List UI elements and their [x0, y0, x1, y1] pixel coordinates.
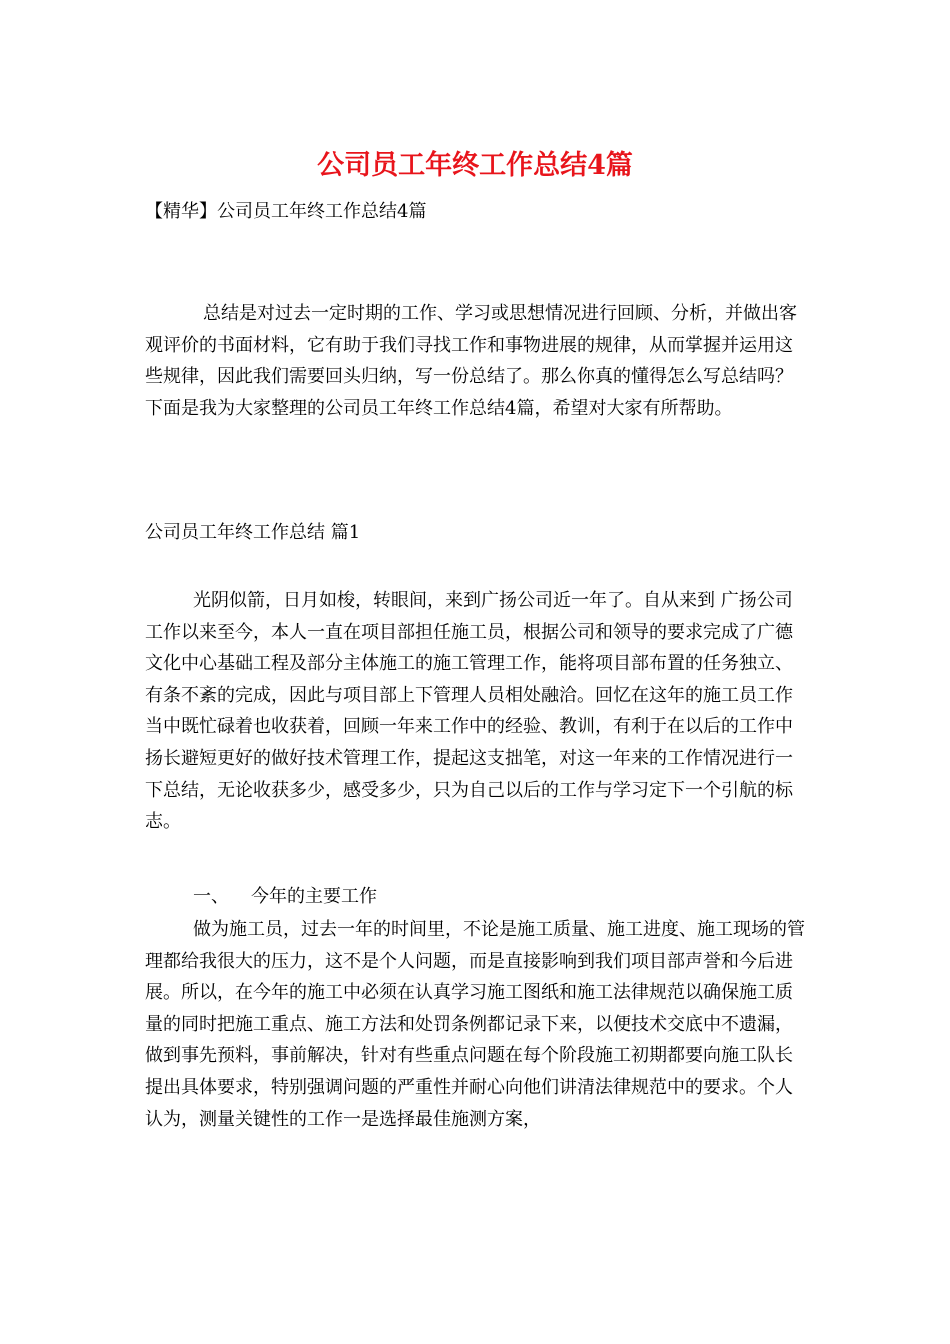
item-heading: [193, 882, 377, 912]
document-subtitle: 【精华】公司员工年终工作总结4篇: [145, 201, 427, 222]
body-paragraph-1: 光阴似箭，日月如梭，转眼间，来到广扬公司近一年了。自从来到 广扬公司工作以来至今，本人一直在项目部担任施工员，根据公司和领导的要求完成了广德文化中心基础工程及部分主体施工的施工管理工作，能将项目部布置的任务独立、有条不紊的完成，因此与项目部上下管理人员相处融洽。回忆在这年的施工员工作当中既忙碌着也收获着，回顾一年来工作中的经验、教训，有利于在以后的工作中扬长避短更好的做好技术管理工作，提起这支拙笔，对这一年来的工作情况进行一下总结，无论收获多少，感受多少，只为自己以后的工作与学习定下一个引航的标志。: [145, 590, 793, 833]
section-heading: 公司员工年终工作总结 篇1: [145, 522, 361, 543]
item-title: 今年的主要工作: [251, 886, 377, 907]
body-paragraph-2: 做为施工员，过去一年的时间里，不论是施工质量、施工进度、施工现场的管理都给我很大的压力，这不是个人问题，而是直接影响到我们项目部声誉和今后进展。所以，在今年的施工中必须在认真学习施工图纸和施工法律规范以确保施工质量的同时把施工重点、施工方法和处罚条例都记录下来，以便技术交底中不遗漏，做到事先预料，事前解决，针对有些重点问题在每个阶段施工初期都要向施工队长提出具体要求，特别强调问题的严重性并耐心向他们讲清法律规范中的要求。个人认为，测量关键性的工作一是选择最佳施测方案，: [145, 919, 805, 1130]
document-title: 公司员工年终工作总结4篇: [317, 150, 633, 181]
intro-paragraph: 总结是对过去一定时期的工作、学习或思想情况进行回顾、分析，并做出客观评价的书面材料，它有助于我们寻找工作和事物进展的规律，从而掌握并运用这些规律，因此我们需要回头归纳，写一份总结了。那么你真的懂得怎么写总结吗？下面是我为大家整理的公司员工年终工作总结4篇，希望对大家有所帮助。: [145, 303, 797, 419]
item-number: 一、: [193, 886, 229, 907]
